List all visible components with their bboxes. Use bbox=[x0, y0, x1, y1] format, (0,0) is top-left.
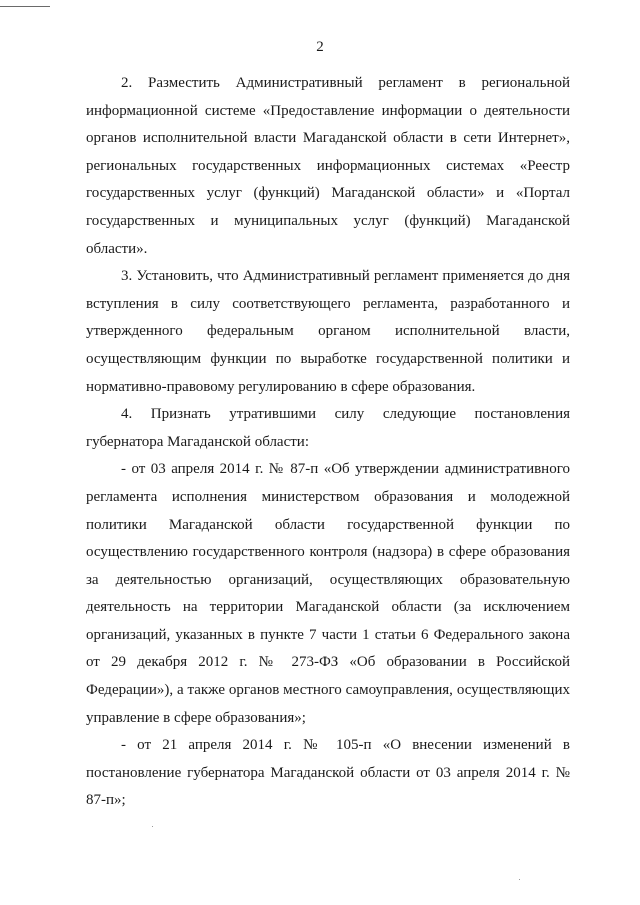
paragraph-4-repeal: 4. Признать утратившими силу следующие постановления губернатора Магаданской области: bbox=[86, 406, 570, 450]
repealed-item-87p: - от 03 апреля 2014 г. № 87-п «Об утверждении административного регламента исполнения министерством образования и молодежной политики Магаданской области государственной функции по осуществлению государственного контроля (надзора) в сфере образования за деятельностью организаций, осуществляющих образовательную деятельность на территории Магаданской области (за исключением организаций, указанных в пункте 7 части 1 статьи 6 Федерального закона от 29 декабря 2012 г. № 273-ФЗ «Об образовании в Российской Федерации»), а также органов местного самоуправления, осуществляющих управление в сфере образования»; bbox=[86, 461, 570, 726]
scan-speck bbox=[152, 826, 153, 827]
scan-speck bbox=[519, 879, 520, 880]
scan-edge-line bbox=[0, 6, 50, 7]
page-number: 2 bbox=[316, 39, 324, 55]
paragraph-3-applicability: 3. Установить, что Административный регламент применяется до дня вступления в силу соответствующего регламента, разработанного и утвержденного федеральным органом исполнительной власти, осуществляющим функции по выработке государственной политики и нормативно-правовому регулированию в сфере образования. bbox=[86, 268, 570, 395]
repealed-item-105p: - от 21 апреля 2014 г. № 105-п «О внесении изменений в постановление губернатора Магаданской области от 03 апреля 2014 г. № 87-п»; bbox=[86, 737, 570, 809]
paragraph-2-placement: 2. Разместить Административный регламент в региональной информационной системе «Предоставление информации о деятельности органов исполнительной власти Магаданской области в сети Интернет», региональных государственных информационных системах «Реестр государственных услуг (функций) Магаданской области» и «Портал государственных и муниципальных услуг (функций) Магаданской области». bbox=[86, 75, 570, 257]
document-body bbox=[86, 70, 570, 815]
